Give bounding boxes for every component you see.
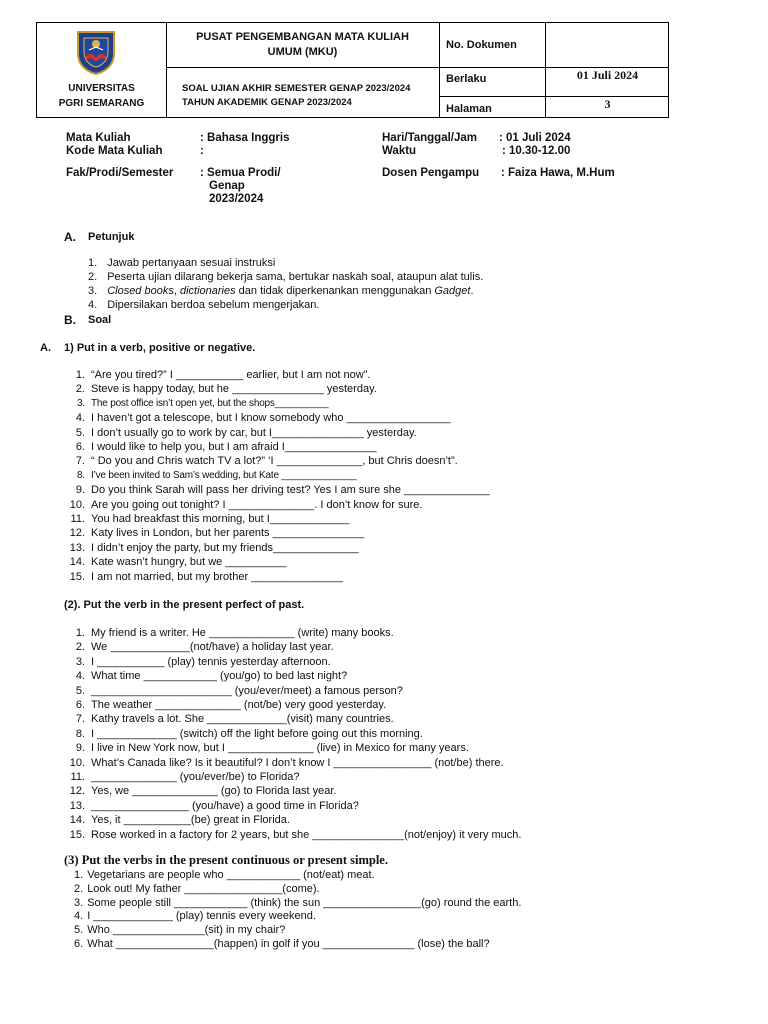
page-label: Halaman (446, 103, 492, 115)
effective-date: 01 Juli 2024 (576, 68, 639, 82)
question-item (63, 512, 349, 526)
instruction-item: 4. Dipersilakan berdoa sebelum mengerjakan. (88, 299, 320, 311)
question-number: 13. (69, 799, 85, 812)
question-text: I don’t usually go to work by car, but I_______________ yesterday. (91, 426, 417, 439)
question-number: 3. (74, 896, 84, 909)
question-item (63, 555, 287, 569)
time-label: Waktu (382, 145, 417, 157)
effective-label: Berlaku (446, 73, 487, 85)
university-logo-icon (72, 28, 120, 76)
question-text: Yes, it ___________(be) great in Florida. (91, 814, 290, 827)
section-title: Soal (88, 314, 112, 326)
document-header-table (36, 22, 669, 118)
question-text: “Are you tired?” I ___________ earlier, but I am not now”. (91, 369, 371, 381)
question-number: 3. (75, 655, 85, 668)
question-item (63, 454, 458, 468)
question-text: We _____________(not/have) a holiday last year. (91, 641, 334, 654)
question-number: 7. (75, 713, 85, 726)
question-item (63, 483, 490, 497)
question-item (63, 626, 394, 640)
question-number: 1. (75, 627, 85, 639)
question-text: Steve is happy today, but he _______________ yesterday. (91, 383, 377, 396)
question-number: 10. (69, 756, 85, 769)
time-value: : 10.30-12.00 (502, 145, 571, 157)
question-number: 14. (69, 556, 85, 569)
question-item (74, 909, 316, 923)
instruction-item: 2. Peserta ujian dilarang bekerja sama, bertukar naskah soal, ataupun alat tulis. (88, 271, 484, 283)
question-item (63, 698, 386, 712)
office-title: UMUM (MKU) (267, 46, 338, 58)
section-letter: B. (64, 313, 76, 327)
question-number: 12. (69, 785, 85, 798)
lecturer-value: : Faiza Hawa, M.Hum (501, 167, 615, 179)
question-item (63, 526, 364, 540)
question-item (63, 382, 377, 396)
question-item (63, 541, 359, 555)
faculty-value: Genap (209, 180, 245, 192)
question-number: 6. (75, 441, 85, 453)
question-number: 5. (74, 924, 84, 937)
question-number: 3. (77, 397, 85, 409)
question-text: Are you going out tonight? I ______________. I don’t know for sure. (91, 498, 423, 511)
question-number: 12. (69, 527, 85, 540)
part-title: (3) Put the verbs in the present continuous or present simple. (64, 853, 388, 867)
question-text: “ Do you and Chris watch TV a lot?” ‘I ______________, but Chris doesn’t”. (91, 455, 458, 468)
question-text: I am not married, but my brother _______________ (91, 570, 343, 583)
question-item (63, 784, 336, 798)
question-number: 5. (75, 426, 85, 439)
question-item (74, 882, 320, 896)
office-title: PUSAT PENGEMBANGAN MATA KULIAH (196, 31, 409, 43)
question-number: 2. (75, 383, 85, 396)
header-divider (439, 23, 440, 117)
doc-number-label: No. Dokumen (446, 39, 517, 51)
question-text: ________________ (you/have) a good time in Florida? (91, 799, 359, 812)
university-name: UNIVERSITAS (68, 83, 135, 94)
question-text: Vegetarians are people who ____________ (not/eat) meat. (87, 869, 375, 881)
faculty-value: : Semua Prodi/ (200, 167, 281, 179)
question-text: I _____________ (switch) off the light before going out this morning. (91, 727, 423, 740)
question-item (63, 469, 356, 483)
question-text: Katy lives in London, but her parents _______________ (91, 527, 365, 540)
question-text: Do you think Sarah will pass her driving test? Yes I am sure she ______________ (91, 484, 490, 497)
question-number: 11. (70, 771, 85, 783)
question-number: 4. (75, 670, 85, 683)
question-text: Some people still ____________ (think) the sun ________________(go) round the earth. (87, 896, 522, 909)
question-item (74, 868, 375, 882)
question-item (63, 712, 394, 726)
university-name: PGRI SEMARANG (58, 98, 145, 109)
question-number: 10. (69, 498, 85, 511)
question-number: 11. (70, 513, 85, 525)
question-number: 9. (75, 484, 85, 497)
question-number: 6. (74, 938, 84, 950)
question-number: 1. (74, 869, 84, 881)
question-item (74, 896, 521, 910)
question-text: I haven’t got a telescope, but I know somebody who _________________ (91, 412, 451, 425)
section-title: Petunjuk (88, 231, 135, 243)
date-label: Hari/Tanggal/Jam (382, 132, 478, 144)
question-text: You had breakfast this morning, but I_____________ (91, 513, 350, 525)
course-label: Mata Kuliah (66, 132, 131, 144)
question-text: I’ve been invited to Sam’s wedding, but Kate ______________ (91, 469, 357, 481)
question-number: 2. (75, 641, 85, 654)
question-item (63, 570, 343, 584)
question-number: 8. (75, 727, 85, 740)
faculty-label: Fak/Prodi/Semester (66, 167, 174, 179)
question-item (63, 669, 347, 683)
question-number: 9. (75, 742, 85, 755)
faculty-value: 2023/2024 (209, 193, 264, 205)
question-item (63, 397, 328, 411)
question-text: What ________________(happen) in golf if you _______________ (lose) the ball? (87, 938, 490, 950)
question-number: 7. (75, 455, 85, 468)
question-number: 2. (74, 882, 84, 895)
question-text: Kathy travels a lot. She _____________(visit) many countries. (91, 713, 394, 726)
exam-title: SOAL UJIAN AKHIR SEMESTER GENAP 2023/2024 (182, 83, 411, 94)
academic-year: TAHUN AKADEMIK GENAP 2023/2024 (182, 97, 352, 108)
question-text: Rose worked in a factory for 2 years, but she _______________(not/enjoy) it very much. (91, 828, 522, 841)
question-item (63, 368, 370, 382)
question-item (63, 684, 403, 698)
course-code-label: Kode Mata Kuliah (66, 145, 163, 157)
course-value: : Bahasa Inggris (200, 132, 290, 144)
question-number: 15. (69, 570, 85, 583)
question-text: My friend is a writer. He ______________ (write) many books. (91, 627, 394, 639)
question-item (63, 440, 377, 454)
part-title: 1) Put in a verb, positive or negative. (64, 342, 256, 354)
question-item (63, 741, 469, 755)
question-text: What time ____________ (you/go) to bed last night? (91, 670, 348, 683)
question-number: 1. (75, 369, 85, 381)
question-item (74, 923, 285, 937)
question-text: I didn’t enjoy the party, but my friends______________ (91, 541, 359, 554)
question-item (63, 655, 331, 669)
question-item (74, 937, 490, 951)
question-item (63, 756, 504, 770)
question-number: 6. (75, 699, 85, 711)
question-text: Yes, we ______________ (go) to Florida last year. (91, 785, 337, 798)
question-item (63, 727, 423, 741)
instruction-item: 3. Closed books, dictionaries dan tidak diperkenankan menggunakan Gadget. (88, 285, 474, 297)
question-number: 14. (69, 814, 85, 827)
course-code-value: : (200, 145, 204, 157)
question-item (63, 799, 359, 813)
question-text: What’s Canada like? Is it beautiful? I don’t know I ________________ (not/be) there. (91, 756, 504, 769)
date-value: : 01 Juli 2024 (499, 132, 571, 144)
question-text: I would like to help you, but I am afraid I_______________ (91, 441, 377, 453)
question-item (63, 498, 422, 512)
question-number: 4. (75, 412, 85, 425)
question-text: Look out! My father ________________(come). (87, 882, 320, 895)
part-title: (2). Put the verb in the present perfect of past. (64, 599, 305, 611)
question-item (63, 770, 300, 784)
question-item (63, 426, 417, 440)
question-number: 13. (69, 541, 85, 554)
question-number: 15. (69, 828, 85, 841)
part-letter: A. (40, 342, 51, 354)
question-item (63, 640, 334, 654)
instruction-item: 1. Jawab pertanyaan sesuai instruksi (88, 257, 276, 269)
question-text: I ___________ (play) tennis yesterday afternoon. (91, 655, 331, 668)
page-number: 3 (604, 97, 611, 111)
question-text: The post office isn’t open yet, but the shops__________ (91, 397, 329, 409)
question-number: 4. (74, 910, 84, 923)
question-text: I live in New York now, but I ______________ (live) in Mexico for many years. (91, 742, 469, 755)
question-text: I _____________ (play) tennis every weekend. (87, 910, 316, 923)
question-number: 8. (77, 469, 85, 481)
question-item (63, 828, 521, 842)
section-letter: A. (64, 230, 76, 244)
question-item (63, 411, 451, 425)
question-number: 5. (75, 684, 85, 697)
question-text: ______________ (you/ever/be) to Florida? (91, 771, 300, 783)
question-item (63, 813, 290, 827)
question-text: Kate wasn’t hungry, but we __________ (91, 556, 287, 569)
question-text: Who _______________(sit) in my chair? (87, 924, 286, 937)
question-text: _______________________ (you/ever/meet) a famous person? (91, 684, 403, 697)
lecturer-label: Dosen Pengampu (382, 167, 480, 179)
question-text: The weather ______________ (not/be) very good yesterday. (91, 699, 387, 711)
